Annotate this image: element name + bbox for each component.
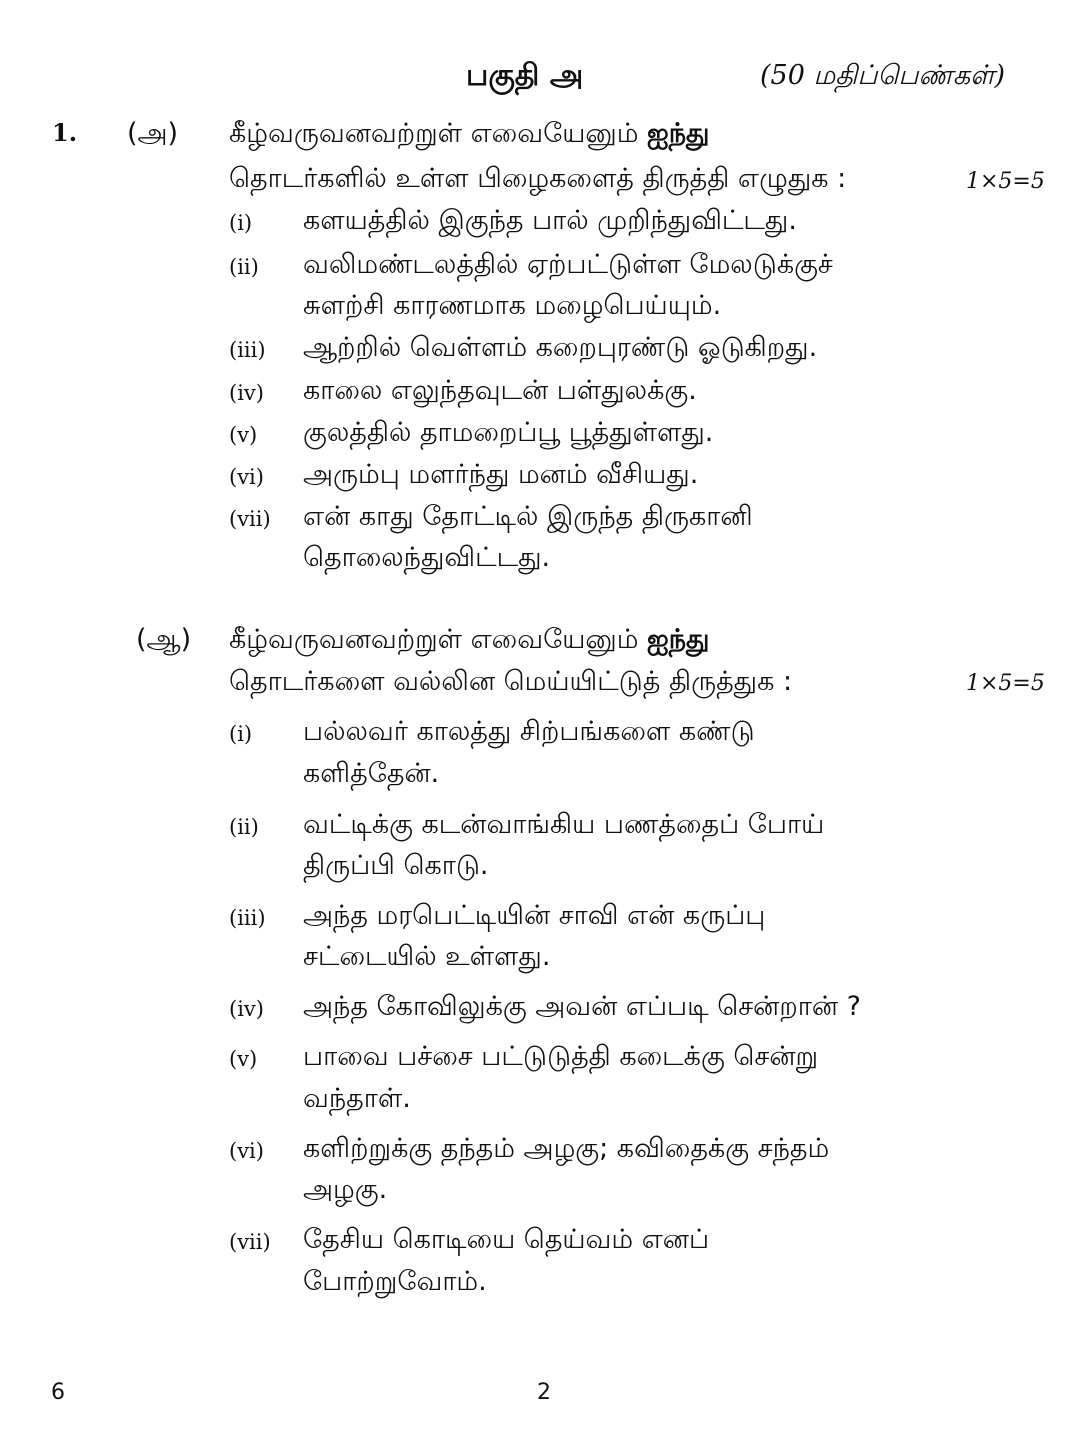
question-number: 1. [52, 118, 78, 147]
footer-code: 6 [51, 1380, 65, 1405]
part-a-instruction-text: கீழ்வருவனவற்றுள் எவையேனும் [229, 118, 648, 149]
part-a-instruction-line2: தொடர்களில் உள்ள பிழைகளைத் திருத்தி எழுதுக : [229, 163, 847, 194]
section-title: பகுதி அ [466, 58, 584, 93]
part-b-item-4-number: (iv) [229, 997, 264, 1021]
part-a-label: (அ) [127, 118, 179, 149]
part-b-instruction-line1 [229, 624, 709, 659]
page-number: 2 [537, 1380, 551, 1405]
part-b-item-2-line-2: திருப்பி கொடு. [303, 850, 489, 881]
part-a-item-5-line-1: குலத்தில் தாமறைப்பூ பூத்துள்ளது. [303, 417, 714, 448]
part-b-item-1-number: (i) [229, 722, 253, 746]
part-a-item-4-number: (iv) [229, 381, 264, 405]
part-b-item-3-number: (iii) [229, 906, 266, 930]
part-a-item-3-line-1: ஆற்றில் வெள்ளம் கறைபுரண்டு ஓடுகிறது. [303, 332, 818, 363]
part-a-item-7-line-2: தொலைந்துவிட்டது. [303, 542, 551, 573]
part-b-item-2-number: (ii) [229, 815, 259, 839]
part-b-item-7-number: (vii) [229, 1230, 271, 1254]
part-b-item-5-line-2: வந்தாள். [303, 1083, 411, 1114]
part-a-item-5-number: (v) [229, 423, 258, 447]
part-b-instruction-line2: தொடர்களை வல்லின மெய்யிட்டுத் திருத்துக : [229, 666, 793, 697]
part-a-item-1-line-1: களயத்தில் இகுந்த பால் முறிந்துவிட்டது. [303, 205, 797, 236]
part-a-item-3-number: (iii) [229, 338, 266, 362]
part-b-item-3-line-1: அந்த மரபெட்டியின் சாவி என் கருப்பு [303, 900, 766, 931]
part-a-instruction-line1 [229, 118, 709, 153]
part-a-item-2-line-2: சுளற்சி காரணமாக மழைபெய்யும். [303, 290, 722, 321]
part-b-item-3-line-2: சட்டையில் உள்ளது. [303, 941, 551, 972]
part-b-item-7-line-2: போற்றுவோம். [303, 1266, 487, 1297]
part-a-item-4-line-1: காலை எலுந்தவுடன் பள்துலக்கு. [303, 375, 697, 406]
part-a-item-7-line-1: என் காது தோட்டில் இருந்த திருகானி [303, 501, 753, 532]
part-b-label: (ஆ) [136, 624, 192, 655]
part-b-item-2-line-1: வட்டிக்கு கடன்வாங்கிய பணத்தைப் போய் [303, 809, 825, 840]
part-b-item-6-number: (vi) [229, 1139, 264, 1163]
part-a-item-6-number: (vi) [229, 465, 264, 489]
section-marks: (50 மதிப்பெண்கள்) [760, 60, 1006, 91]
part-a-instruction-bold: ஐந்து [647, 118, 710, 149]
part-b-item-5-number: (v) [229, 1047, 258, 1071]
part-a-item-1-number: (i) [229, 211, 253, 235]
part-b-item-7-line-1: தேசிய கொடியை தெய்வம் எனப் [303, 1224, 710, 1255]
part-a-marks: 1×5=5 [966, 169, 1045, 194]
part-b-item-4-line-1: அந்த கோவிலுக்கு அவன் எப்படி சென்றான் ? [303, 991, 861, 1022]
part-a-item-2-line-1: வலிமண்டலத்தில் ஏற்பட்டுள்ள மேலடுக்குச் [303, 249, 833, 280]
part-b-item-6-line-1: களிற்றுக்கு தந்தம் அழகு; கவிதைக்கு சந்தம் [303, 1133, 830, 1164]
part-a-item-6-line-1: அரும்பு மளர்ந்து மனம் வீசியது. [303, 459, 699, 490]
part-b-item-6-line-2: அழகு. [303, 1174, 388, 1205]
part-b-item-1-line-1: பல்லவர் காலத்து சிற்பங்களை கண்டு [303, 716, 755, 747]
part-b-instruction-bold: ஐந்து [647, 624, 710, 655]
part-b-item-5-line-1: பாவை பச்சை பட்டுடுத்தி கடைக்கு சென்று [303, 1041, 819, 1072]
part-a-item-2-number: (ii) [229, 255, 259, 279]
part-b-marks: 1×5=5 [966, 671, 1045, 696]
part-b-instruction-text: கீழ்வருவனவற்றுள் எவையேனும் [229, 624, 648, 655]
part-a-item-7-number: (vii) [229, 507, 271, 531]
part-b-item-1-line-2: களித்தேன். [303, 758, 440, 789]
